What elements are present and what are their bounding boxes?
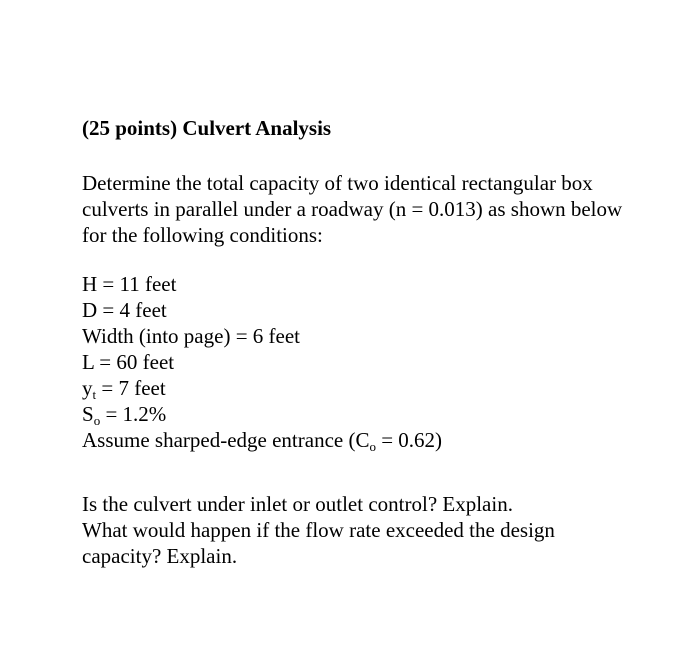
question-line-2: What would happen if the flow rate exceeded the design	[82, 518, 555, 542]
problem-title: (25 points) Culvert Analysis	[82, 116, 332, 140]
tailwater-value: = 7 feet	[96, 376, 166, 400]
condition-depth: D = 4 feet	[82, 298, 167, 322]
statement-line-3: for the following conditions:	[82, 223, 323, 247]
question-line-3: capacity? Explain.	[82, 544, 238, 568]
entrance-value: = 0.62)	[375, 428, 443, 452]
condition-length: L = 60 feet	[82, 350, 175, 374]
tailwater-subscript: t	[92, 387, 97, 402]
slope-subscript: o	[93, 413, 101, 428]
condition-slope	[82, 401, 442, 427]
entrance-text: Assume sharped-edge entrance (C	[82, 428, 370, 452]
tailwater-symbol: y	[82, 376, 93, 400]
condition-tailwater	[82, 375, 442, 401]
conditions-list	[82, 271, 442, 453]
condition-width: Width (into page) = 6 feet	[82, 324, 301, 348]
entrance-subscript: o	[369, 439, 376, 454]
problem-statement	[82, 170, 672, 248]
slope-symbol: S	[82, 402, 94, 426]
condition-entrance	[82, 427, 442, 453]
statement-line-2: culverts in parallel under a roadway (n = 0.013) as shown below	[82, 197, 623, 221]
questions-block	[82, 491, 555, 569]
condition-height: H = 11 feet	[82, 272, 177, 296]
slope-value: = 1.2%	[100, 402, 167, 426]
statement-line-1: Determine the total capacity of two identical rectangular box	[82, 171, 593, 195]
question-line-1: Is the culvert under inlet or outlet control? Explain.	[82, 492, 513, 516]
